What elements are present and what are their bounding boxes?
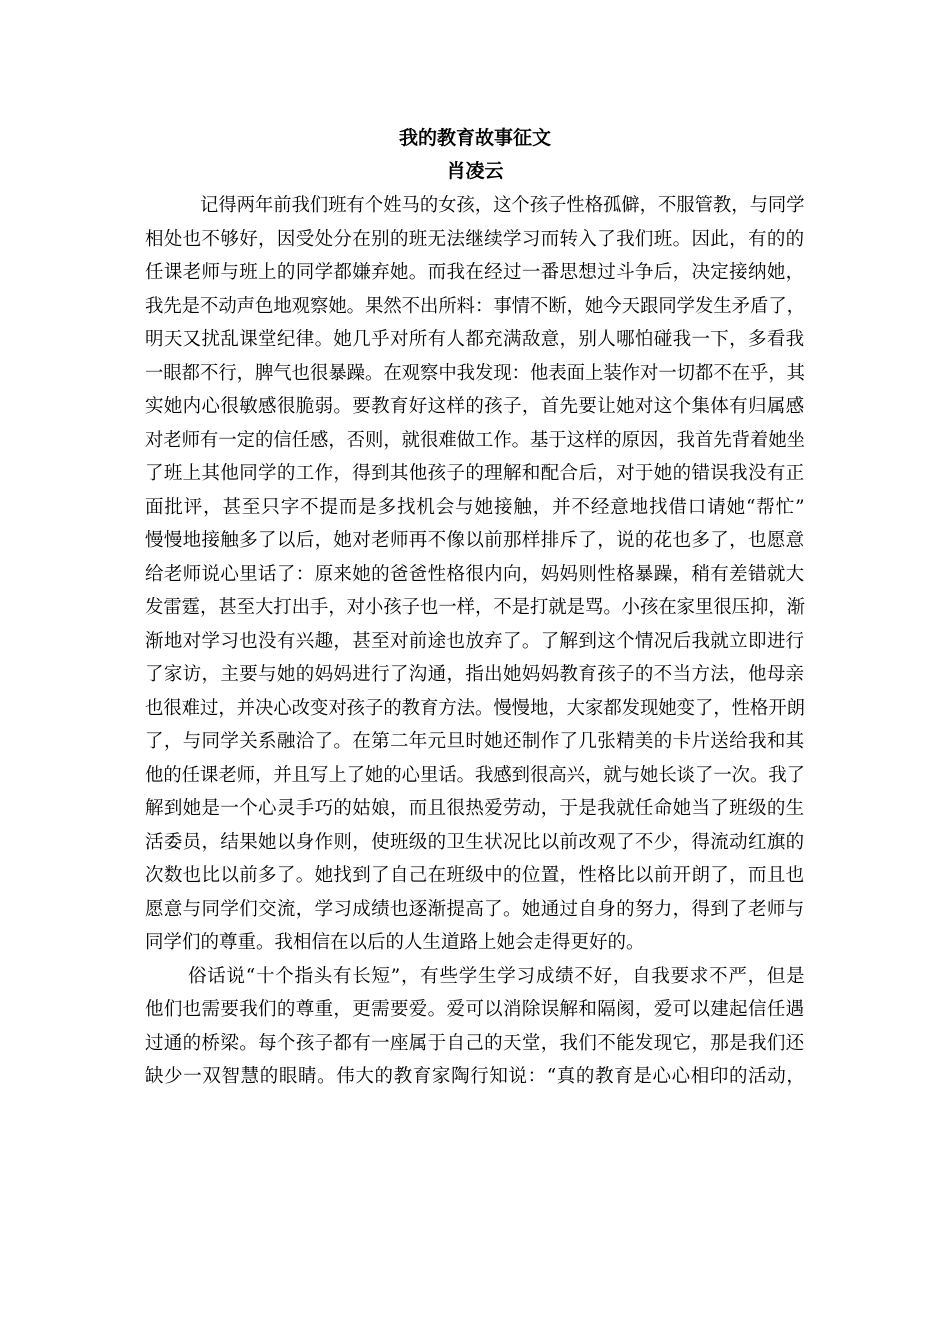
document-author: 肖凌云: [446, 160, 504, 182]
text-line: 缺少一双智慧的眼睛。伟大的教育家陶行知说：“真的教育是心心相印的活动，: [145, 1066, 806, 1087]
text-line: 了班上其他同学的工作，得到其他孩子的理解和配合后，对于她的错误我没有正: [145, 463, 805, 484]
text-line: 记得两年前我们班有个姓马的女孩，这个孩子性格孤僻，不服管教，与同学: [200, 195, 805, 216]
text-line: 次数也比以前多了。她找到了自己在班级中的位置，性格比以前开朗了，而且也: [145, 865, 805, 886]
text-line: 也很难过，并决心改变对孩子的教育方法。慢慢地，大家都发现她变了，性格开朗: [145, 697, 806, 719]
text-line: 同学们的尊重。我相信在以后的人生道路上她会走得更好的。: [145, 932, 645, 953]
text-line: 过通的桥梁。每个孩子都有一座属于自己的天堂，我们不能发现它，那是我们还: [145, 1032, 805, 1054]
text-line: 一眼都不行，脾气也很暴躁。在观察中我发现：他表面上装作对一切都不在乎，其: [145, 362, 806, 384]
text-line: 实她内心很敏感很脆弱。要教育好这样的孩子，首先要让她对这个集体有归属感: [145, 396, 805, 417]
text-line: 我先是不动声色地观察她。果然不出所料：事情不断，她今天跟同学发生矛盾了，: [145, 295, 806, 317]
text-line: 任课老师与班上的同学都嫌弃她。而我在经过一番思想过斗争后，决定接纳她，: [145, 262, 805, 283]
text-line: 给老师说心里话了：原来她的爸爸性格很内向，妈妈则性格暴躁，稍有差错就大: [145, 563, 805, 585]
text-line: 渐地对学习也没有兴趣，甚至对前途也放弃了。了解到这个情况后我就立即进行: [145, 630, 805, 652]
text-line: 了家访，主要与她的妈妈进行了沟通，指出她妈妈教育孩子的不当方法，他母亲: [145, 664, 805, 685]
text-line: 了，与同学关系融洽了。在第二年元旦时她还制作了几张精美的卡片送给我和其: [145, 731, 805, 752]
text-line: 慢慢地接触多了以后，她对老师再不像以前那样排斥了，说的花也多了，也愿意: [145, 530, 805, 551]
document-title: 我的教育故事征文: [398, 127, 551, 149]
text-line: 发雷霆，甚至大打出手，对小孩子也一样，不是打就是骂。小孩在家里很压抑，渐: [145, 597, 806, 618]
text-line: 他的任课老师，并且写上了她的心里话。我感到很高兴，就与她长谈了一次。我了: [145, 764, 806, 786]
text-line: 对老师有一定的信任感，否则，就很难做工作。基于这样的原因，我首先背着她坐: [145, 429, 806, 451]
text-line: 他们也需要我们的尊重，更需要爱。爱可以消除误解和隔阂，爱可以建起信任遇: [145, 999, 805, 1020]
text-line: 明天又扰乱课堂纪律。她几乎对所有人都充满敌意，别人哪怕碰我一下，多看我: [145, 329, 805, 350]
text-line: 面批评，甚至只字不提而是多找机会与她接触，并不经意地找借口请她“帮忙”: [145, 496, 806, 518]
text-line: 俗话说“十个指头有长短”，有些学生学习成绩不好，自我要求不严，但是: [188, 965, 806, 987]
text-line: 愿意与同学们交流，学习成绩也逐渐提高了。她通过自身的努力，得到了老师与: [145, 898, 805, 920]
text-line: 解到她是一个心灵手巧的姑娘，而且很热爱劳动，于是我就任命她当了班级的生: [145, 798, 805, 819]
text-line: 相处也不够好，因受处分在别的班无法继续学习而转入了我们班。因此，有的的: [145, 228, 805, 250]
text-line: 活委员，结果她以身作则，使班级的卫生状况比以前改观了不少，得流动红旗的: [145, 831, 805, 853]
